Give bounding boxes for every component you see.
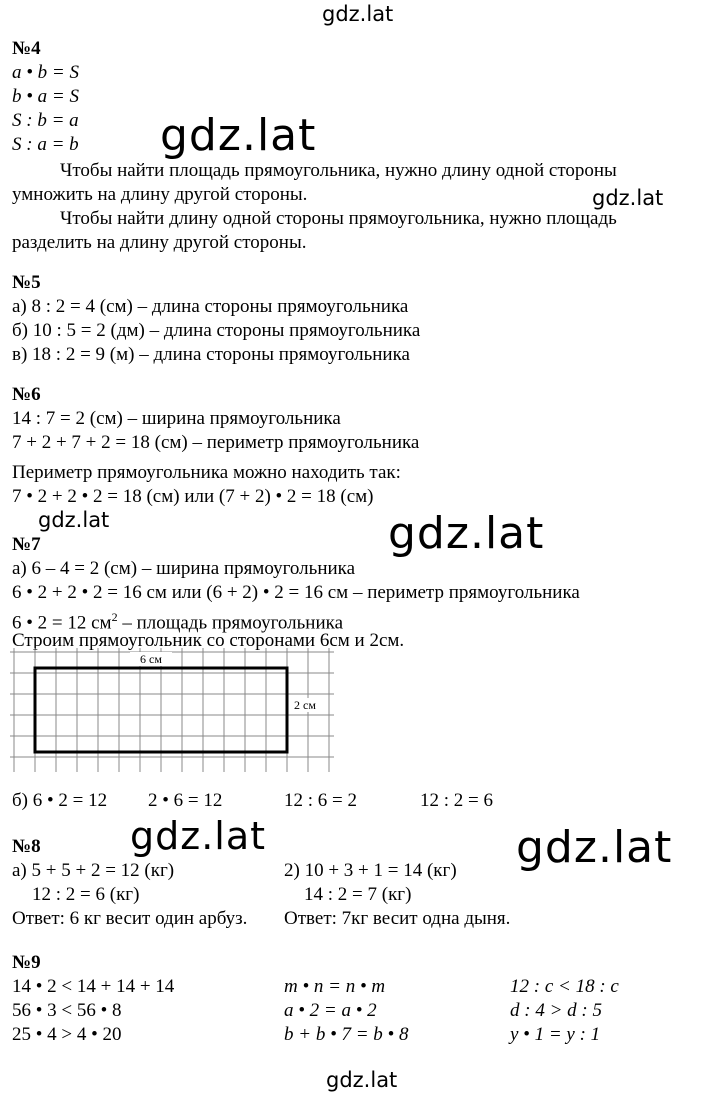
watermark-small: gdz.lat [38,508,110,532]
comparison: 14 • 2 < 14 + 14 + 14 [12,976,175,997]
comparison: 56 • 3 < 56 • 8 [12,1000,122,1021]
label-2cm: 2 см [294,698,316,712]
comparison: d : 4 > d : 5 [510,1000,602,1021]
formula: S : b = a [12,110,79,131]
solution-line: а) 8 : 2 = 4 (см) – длина стороны прямоугольника [12,296,409,317]
watermark-large: gdz.lat [160,110,317,161]
area-main: 6 • 2 = 12 см [12,612,112,634]
paragraph-line: Чтобы найти площадь прямоугольника, нужно длину одной стороны [60,160,617,181]
watermark-bottom: gdz.lat [326,1068,398,1092]
comparison: 12 : c < 18 : c [510,976,619,997]
comparison: b + b • 7 = b • 8 [284,1024,409,1045]
answer-line: Ответ: 7кг весит одна дыня. [284,908,511,929]
paragraph-line: разделить на длину другой стороны. [12,232,307,253]
solution-line: в) 18 : 2 = 9 (м) – длина стороны прямоугольника [12,344,410,365]
comparison: a • 2 = a • 2 [284,1000,377,1021]
answer-line: Ответ: 6 кг весит один арбуз. [12,908,248,929]
comparison: y • 1 = y : 1 [510,1024,601,1045]
solution-line: 6 • 2 + 2 • 2 = 16 см или (6 + 2) • 2 = 16 см – периметр прямоугольника [12,582,580,603]
formula: a • b = S [12,62,79,83]
section-heading: №7 [12,534,41,555]
solution-item: 2 • 6 = 12 [148,790,223,811]
solution-line: 7 + 2 + 7 + 2 = 18 (см) – периметр прямоугольника [12,432,420,453]
watermark-top: gdz.lat [322,2,394,26]
comparison: m • n = n • m [284,976,386,997]
formula: b • a = S [12,86,79,107]
section-heading: №8 [12,836,41,857]
section-heading: №5 [12,272,41,293]
solution-item: 12 : 6 = 2 [284,790,357,811]
watermark-large: gdz.lat [388,508,545,559]
solution-line: 14 : 7 = 2 (см) – ширина прямоугольника [12,408,341,429]
paragraph-line: умножить на длину другой стороны. [12,184,308,205]
solution-item: 12 : 2 = 6 [420,790,493,811]
area-sup: 2 [111,610,118,624]
solution-line: а) 5 + 5 + 2 = 12 (кг) [12,860,175,881]
area-tail: – площадь прямоугольника [117,612,344,634]
grid-drawing [10,648,340,776]
solution-line: 12 : 2 = 6 (кг) [32,884,140,905]
solution-item: б) 6 • 2 = 12 [12,790,108,811]
section-heading: №6 [12,384,41,405]
solution-line: 7 • 2 + 2 • 2 = 18 (см) или (7 + 2) • 2 = 18 (см) [12,486,374,507]
solution-line: 14 : 2 = 7 (кг) [304,884,412,905]
paragraph-line: Чтобы найти длину одной стороны прямоугольника, нужно площадь [60,208,617,229]
comparison: 25 • 4 > 4 • 20 [12,1024,122,1045]
watermark-large: gdz.lat [516,822,673,873]
section-heading: №9 [12,952,41,973]
watermark-small: gdz.lat [592,186,664,210]
solution-line: Периметр прямоугольника можно находить так: [12,462,401,483]
section-heading: №4 [12,38,41,59]
label-6cm: 6 см [140,652,162,666]
solution-line: б) 10 : 5 = 2 (дм) – длина стороны прямоугольника [12,320,421,341]
formula: S : a = b [12,134,79,155]
solution-line: 2) 10 + 3 + 1 = 14 (кг) [284,860,457,881]
solution-line: Строим прямоугольник со сторонами 6см и 2см. [12,630,405,651]
solution-line: а) 6 – 4 = 2 (см) – ширина прямоугольника [12,558,356,579]
watermark-large: gdz.lat [130,814,267,858]
